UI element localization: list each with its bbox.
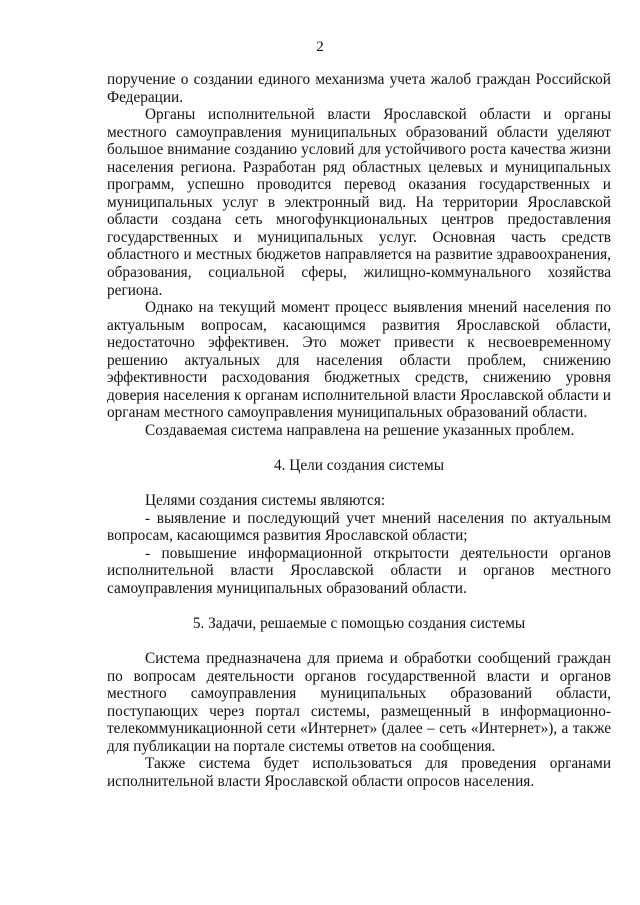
section-5-paragraph-2: Также система будет использоваться для проведения органами исполнительной власти Ярославской области опросов населения. <box>107 755 611 790</box>
section-5-heading: 5. Задачи, решаемые с помощью создания системы <box>192 614 526 632</box>
spacer <box>107 439 611 457</box>
paragraph-system-purpose: Создаваемая система направлена на решение указанных проблем. <box>145 421 575 439</box>
paragraph-continuation: поручение о создании единого механизма учета жалоб граждан Российской Федерации. <box>107 71 611 106</box>
section-4-goal-1: - выявление и последующий учет мнений населения по актуальным вопросам, касающимся развития Ярославской области; <box>107 509 611 545</box>
section-4-goal-2: - повышение информационной открытости деятельности органов исполнительной власти Ярославской области и органов местного самоуправления муниципальных образований области. <box>107 544 611 597</box>
section-4-intro: Целями создания системы являются: <box>145 492 386 510</box>
spacer <box>107 475 611 493</box>
page-number: 2 <box>316 39 324 55</box>
spacer <box>107 633 611 651</box>
section-5-paragraph-1: Система предназначена для приема и обработки сообщений граждан по вопросам деятельности органов государственной власти и органов местного самоуправления муниципальных образований области, поступающих через портал системы, размещенный в информационно-телекоммуникационной сети «Интернет» (далее – сеть «Интернет»), а также для публикации на портале системы ответов на сообщения. <box>107 650 611 755</box>
document-body <box>107 71 611 790</box>
paragraph-authorities-efforts: Органы исполнительной власти Ярославской области и органы местного самоуправления муниципальных образований области уделяют большое внимание созданию условий для устойчивого роста качества жизни населения региона. Разработан ряд областных целевых и муниципальных программ, успешно проводится перевод оказания государственных и муниципальных услуг в электронный вид. На территории Ярославской области создана сеть многофункциональных центров предоставления государственных и муниципальных услуг. Основная часть средств областного и местных бюджетов направляется на развитие здравоохранения, образования, социальной сферы, жилищно-коммунального хозяйства региона. <box>107 106 611 299</box>
section-4-heading: 4. Цели создания системы <box>274 457 444 475</box>
paragraph-current-problems: Однако на текущий момент процесс выявления мнений населения по актуальным вопросам, касающимся развития Ярославской области, недостаточно эффективен. Это может привести к несвоевременному решению актуальных для населения области проблем, снижению эффективности расходования бюджетных средств, снижению уровня доверия населения к органам исполнительной власти Ярославской области и органам местного самоуправления муниципальных образований области. <box>107 299 611 422</box>
spacer <box>107 597 611 615</box>
